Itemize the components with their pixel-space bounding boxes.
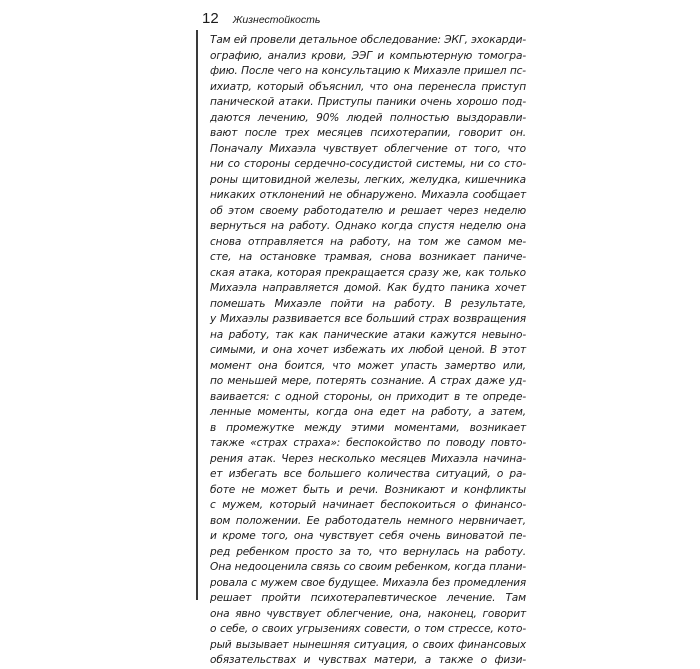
text-line: Поначалу Михаэла чувствует облегчение от того, что [210, 142, 526, 155]
text-line: боте не может быть и речи. Возникают и конфликты [210, 483, 526, 496]
margin-rule [196, 30, 198, 600]
text-line: об этом своему работодателю и решает через неделю [210, 204, 526, 217]
text-line: на работу, так как панические атаки кажутся невыно- [210, 328, 526, 341]
text-line: роны щитовидной железы, легких, желудка, кишечника [210, 173, 526, 186]
text-line: фию. После чего на консультацию к Михаэле пришел пс- [210, 65, 526, 77]
text-line: вом положении. Ее работодатель немного нервничает, [210, 514, 526, 527]
text-line: снова отправляется на работу, на том же самом ме- [210, 235, 526, 248]
text-line: симыми, и она хочет избежать их любой ценой. В этот [210, 344, 526, 356]
text-line: помешать Михаэле пойти на работу. В результате, [210, 297, 526, 310]
text-line: у Михаэлы развивается все больший страх возвращения [210, 313, 526, 325]
text-line: обязательствах и чувствах матери, а также о физи- [210, 654, 526, 666]
text-line: ровала с мужем свое будущее. Михаэла без промедления [210, 576, 526, 589]
text-line: Михаэла направляется домой. Как будто паника хочет [210, 282, 526, 294]
text-line: ская атака, которая прекращается сразу же, как только [210, 266, 526, 279]
text-line: по меньшей мере, потерять сознание. А страх даже уд- [210, 375, 526, 387]
running-head: Жизнестойкость [232, 14, 321, 26]
text-line: ваивается: с одной стороны, он приходит в те опреде- [210, 390, 526, 403]
text-line: рый вызывает нынешняя ситуация, о своих финансовых [210, 638, 526, 651]
text-line: в промежутке между этими моментами, возникает [210, 421, 526, 434]
text-line: даются лечению, 90% людей полностью выздоравли- [210, 111, 526, 124]
text-line: панической атаки. Приступы паники очень хорошо под- [210, 96, 526, 108]
page-number: 12 [202, 10, 219, 27]
text-line: рения атак. Через несколько месяцев Михаэла начина- [210, 452, 526, 465]
text-line: о себе, о своих угрызениях совести, о том стрессе, кото- [210, 623, 526, 635]
text-line: она явно чувствует облегчение, она, наконец, говорит [210, 607, 526, 620]
text-line: ред ребенком просто за то, что вернулась на работу. [210, 545, 526, 558]
text-line: решает пройти психотерапевтическое лечение. Там [210, 592, 526, 604]
text-line: ет избегать все большего количества ситуаций, о ра- [210, 468, 526, 480]
text-line: никаких отклонений не обнаружено. Михаэла сообщает [210, 189, 526, 201]
text-line: момент она боится, что может упасть замертво или, [210, 359, 526, 372]
book-page [196, 8, 526, 666]
text-line: вернуться на работу. Однако когда спустя неделю она [210, 220, 526, 232]
text-line: с мужем, который начинает беспокоиться о финансо- [210, 499, 526, 511]
text-line: сте, на остановке трамвая, снова возникает паниче- [210, 251, 526, 263]
text-line: ихиатр, который объяснил, что она перенесла приступ [210, 80, 526, 93]
text-line: и кроме того, она чувствует себя очень виноватой пе- [210, 530, 526, 542]
text-line: ографию, анализ крови, ЭЭГ и компьютерную томогра- [210, 49, 526, 62]
text-line: ни со стороны сердечно-сосудистой системы, ни со сто- [210, 158, 526, 170]
page-header [202, 10, 320, 30]
text-line: Там ей провели детальное обследование: ЭКГ, эхокарди- [210, 34, 526, 46]
text-line: Она недооценила связь со своим ребенком, когда плани- [210, 561, 526, 573]
text-line: также «страх страха»: беспокойство по поводу повто- [210, 437, 526, 449]
body-text [210, 33, 526, 669]
text-line: вают после трех месяцев психотерапии, говорит он. [210, 127, 526, 139]
text-line: ленные моменты, когда она едет на работу, а затем, [210, 406, 526, 418]
